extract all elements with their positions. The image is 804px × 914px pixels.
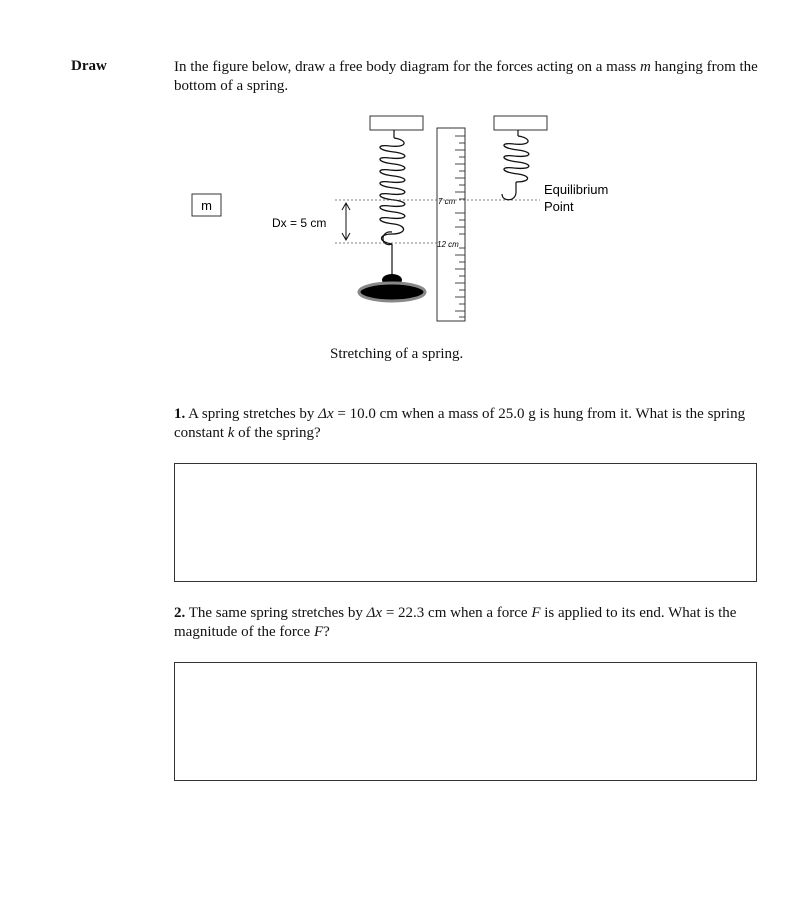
ruler-mark-top: 7 cm	[438, 197, 456, 206]
ruler-mark-bottom: 12 cm	[437, 240, 459, 249]
question-2	[174, 604, 764, 642]
mass-box-label: m	[201, 198, 212, 213]
intro-tail: hanging from the bottom of a spring.	[174, 59, 758, 94]
question-2-variable-2: F	[313, 624, 324, 640]
question-1-text-b: = 10.0 cm when a mass of 25.0 g is hung from it. What is the spring constant	[174, 406, 746, 441]
figure-caption: Stretching of a spring.	[330, 346, 464, 362]
question-2-number: 2.	[174, 605, 186, 621]
question-1-delta: Δx	[318, 406, 334, 422]
answer-box-2[interactable]	[174, 662, 757, 781]
question-2-delta: Δx	[366, 605, 383, 621]
intro-text: In the figure below, draw a free body diagram for the forces acting on a mass	[174, 59, 640, 75]
question-2-text-c: is applied to its end. What is the magnitude of the force	[174, 605, 737, 640]
question-2-variable: F	[531, 605, 541, 621]
equilibrium-label-line2: Point	[544, 199, 574, 214]
question-1	[174, 405, 764, 443]
question-1-text-a: A spring stretches by	[185, 406, 319, 422]
left-spring-coil	[380, 138, 405, 244]
question-1-text-c: of the spring?	[234, 425, 321, 441]
dx-label: Dx = 5 cm	[272, 216, 327, 230]
mass-disc	[359, 283, 425, 301]
question-1-variable: k	[227, 425, 235, 441]
question-2-text-a: The same spring stretches by	[185, 605, 367, 621]
section-label: Draw	[71, 58, 107, 74]
equilibrium-label-line1: Equilibrium	[544, 182, 609, 197]
intro-instructions	[174, 58, 764, 96]
question-2-text-b: = 22.3 cm when a force	[382, 605, 532, 621]
question-1-number: 1.	[174, 406, 186, 422]
intro-mass-variable: m	[639, 59, 651, 75]
answer-box-1[interactable]	[174, 463, 757, 582]
right-spring-mount	[494, 116, 547, 130]
spring-figure	[180, 108, 640, 343]
right-spring-hook	[502, 182, 516, 200]
left-spring-mount	[370, 116, 423, 130]
right-spring-coil	[504, 136, 529, 182]
question-2-text-d: ?	[323, 624, 330, 640]
